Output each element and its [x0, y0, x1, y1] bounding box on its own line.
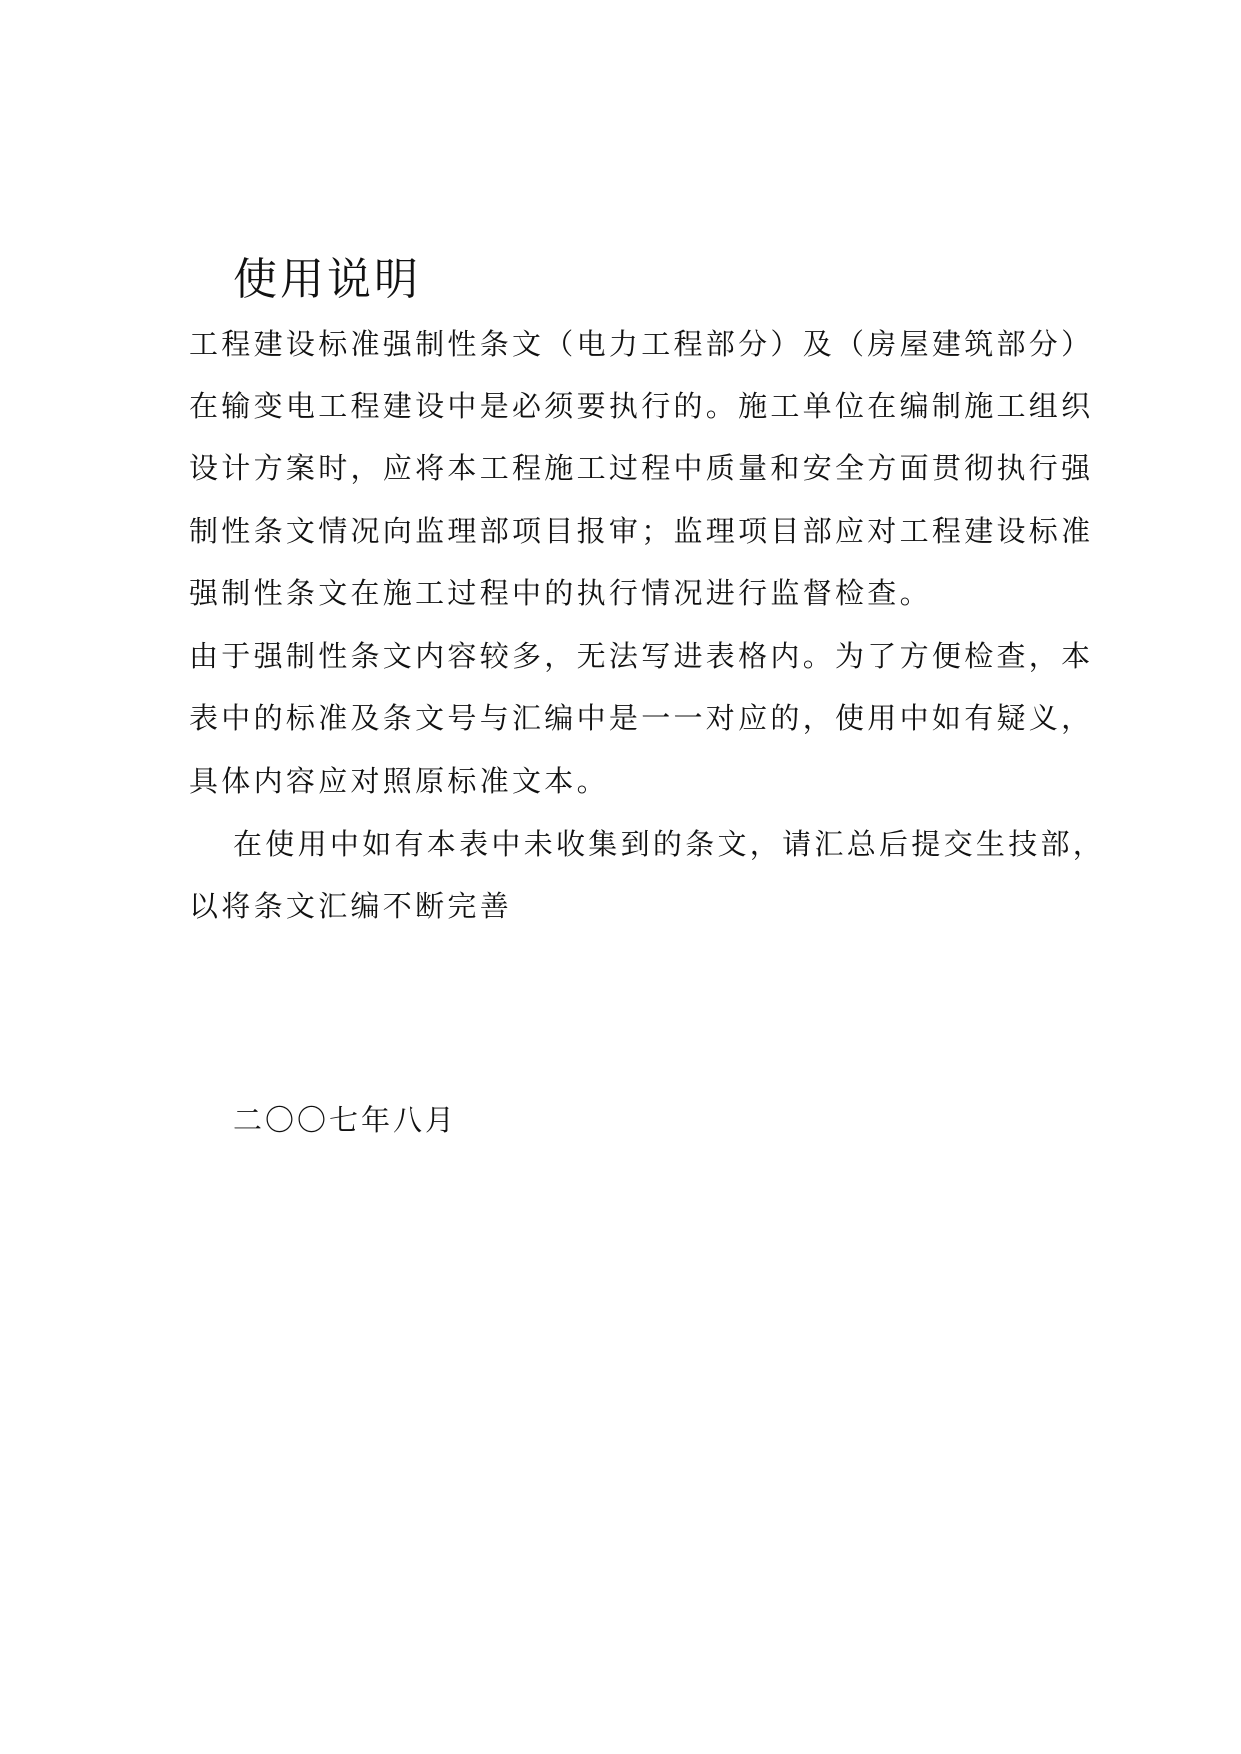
- paragraph-line-1: 工程建设标准强制性条文（电力工程部分）及（房屋建筑部分）: [189, 327, 1094, 361]
- paragraph-line-8: 具体内容应对照原标准文本。: [189, 764, 609, 798]
- paragraph-line-4: 制性条文情况向监理部项目报审；监理项目部应对工程建设标准: [189, 514, 1094, 548]
- document-title: 使用说明: [233, 254, 421, 305]
- paragraph-line-10: 以将条文汇编不断完善: [189, 889, 513, 923]
- paragraph-line-2: 在输变电工程建设中是必须要执行的。施工单位在编制施工组织: [189, 389, 1094, 423]
- paragraph-line-7: 表中的标准及条文号与汇编中是一一对应的，使用中如有疑义，: [189, 701, 1094, 735]
- paragraph-line-6: 由于强制性条文内容较多，无法写进表格内。为了方便检查，本: [189, 639, 1094, 673]
- document-date: 二〇〇七年八月: [233, 1103, 458, 1137]
- paragraph-line-3: 设计方案时，应将本工程施工过程中质量和安全方面贯彻执行强: [189, 451, 1094, 485]
- paragraph-line-5: 强制性条文在施工过程中的执行情况进行监督检查。: [189, 576, 932, 610]
- paragraph-line-9: 在使用中如有本表中未收集到的条文，请汇总后提交生技部，: [233, 827, 1106, 861]
